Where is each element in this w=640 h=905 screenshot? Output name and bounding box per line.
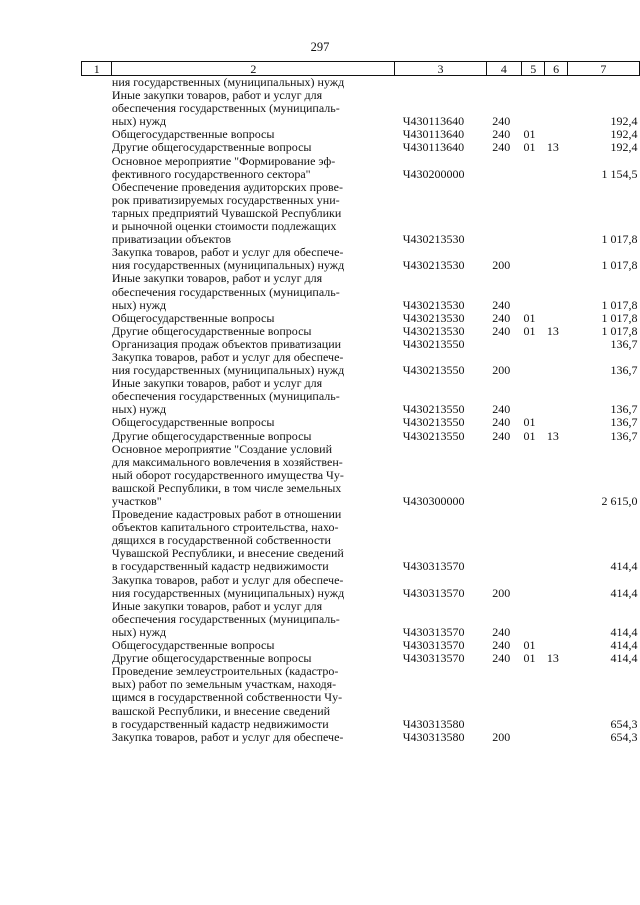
row-target-code: Ч430213550 [402,428,465,443]
row-target-code: Ч430313570 [402,651,465,666]
row-target-code: Ч430313570 [402,638,465,653]
row-expense-type: 240 [492,428,511,443]
row-subsection [545,731,567,744]
row-target-code: Ч430213550 [402,415,465,430]
header-col-1: 1 [82,62,112,76]
row-target-code: Ч430113640 [402,140,465,155]
row-description: Другие общегосударственные вопросы [111,140,312,155]
row-subsection [545,665,567,730]
row-expense-type: 240 [492,140,511,155]
row-target-code: Ч430213550 [402,336,465,351]
row-expense-type: 200 [492,258,511,273]
row-amount: 136,7 [610,336,638,351]
row-subsection [545,76,567,90]
row-description: Другие общегосударственные вопросы [111,323,312,338]
row-target-code: Ч430213530 [402,232,465,247]
table-row [82,76,640,90]
row-col-1 [82,351,112,377]
table-row [82,600,640,639]
row-amount: 414,4 [610,559,638,574]
table-row [82,351,640,377]
row-description: Закупка товаров, работ и услуг для обеспече- ния государственных (муниципальных) нужд [111,349,345,378]
row-col-1 [82,430,112,443]
row-target-code: Ч430113640 [402,114,465,129]
row-col-1 [82,246,112,272]
row-target-code: Ч430300000 [402,494,465,508]
row-description: Проведение кадастровых работ в отношении объектов капитального строительства, нахо- дящихся в государственной собственности Чувашской Республики, и внесение сведений в государственный кадастр недвижимости [111,507,344,574]
row-description: Проведение землеустроительных (кадастро- вых) работ по земельным участкам, находя- щимся в государственной собственности Чу- вашской Республики, и внесение сведений в государственный кадастр недвижимости [111,664,343,731]
header-col-3: 3 [395,62,487,76]
row-description: Закупка товаров, работ и услуг для обеспече- ния государственных (муниципальных) нужд [111,245,345,273]
row-section [522,443,545,508]
row-subsection [545,89,567,128]
row-col-1 [82,665,112,730]
row-expense-type [486,76,521,90]
table-row [82,443,640,508]
row-col-1 [82,377,112,416]
row-target-code: Ч430213530 [402,258,465,273]
table-row [82,416,640,429]
row-section: 01 [523,638,536,653]
row-expense-type: 240 [492,310,511,325]
row-amount: 1 154,5 [601,166,638,181]
row-col-1 [82,416,112,429]
row-col-1 [82,508,112,573]
row-subsection: 13 [546,323,559,338]
row-amount: 2 615,0 [601,494,638,508]
row-description: Иные закупки товаров, работ и услуг для обеспечения государственных (муниципаль- ных) нужд [111,271,340,312]
table-row [82,246,640,272]
row-target-code: Ч430313570 [402,624,465,639]
row-subsection [545,181,567,246]
row-section: 01 [523,428,536,443]
row-amount: 654,3 [610,716,638,731]
row-col-1 [82,639,112,652]
row-subsection [545,246,567,272]
table-row [82,430,640,443]
row-expense-type [486,665,521,730]
row-expense-type: 240 [492,415,511,430]
row-subsection [545,574,567,600]
row-expense-type: 240 [492,297,511,312]
row-amount: 192,4 [610,140,638,155]
row-subsection [545,338,567,351]
row-section [522,508,545,573]
row-section [522,181,545,246]
row-amount: 414,4 [610,638,638,653]
row-expense-type [486,508,521,573]
row-col-1 [82,89,112,128]
row-section [522,665,545,730]
page-number: 297 [310,40,330,54]
row-section [522,731,545,744]
row-expense-type: 200 [492,585,511,600]
row-target-code: Ч430113640 [402,127,465,142]
row-amount: 1 017,8 [601,258,638,273]
table-row [82,338,640,351]
row-col-1 [82,76,112,90]
row-section: 01 [523,323,536,338]
row-amount: 414,4 [610,585,638,600]
row-amount: 136,7 [610,415,638,430]
row-section [522,574,545,600]
row-subsection [545,416,567,429]
row-section [522,76,545,90]
row-description: Основное мероприятие "Создание условий для максимального вовлечения в хозяйствен- ный оборот государственного имущества Чу- вашской Республики, в том числе земельных участков" [111,441,344,508]
row-target-code: Ч430213530 [402,323,465,338]
table-row [82,272,640,311]
row-subsection [545,443,567,508]
row-col-1 [82,325,112,338]
row-col-1 [82,155,112,181]
row-col-1 [82,272,112,311]
row-description: Другие общегосударственные вопросы [111,428,312,443]
header-col-4: 4 [486,62,521,76]
row-description: Организация продаж объектов приватизации [111,336,342,351]
row-target-code: Ч430313570 [402,585,465,600]
row-section [522,351,545,377]
row-target-code: Ч430213550 [402,363,465,378]
row-expense-type: 240 [492,323,511,338]
row-col-1 [82,731,112,744]
row-section: 01 [523,415,536,430]
header-col-6: 6 [545,62,567,76]
row-amount: 192,4 [610,127,638,142]
row-section: 01 [523,127,536,142]
row-description: Основное мероприятие "Формирование эф- фективного государственного сектора" [111,153,336,181]
row-target-code [395,76,487,90]
row-col-1 [82,141,112,154]
row-description: Иные закупки товаров, работ и услуг для обеспечения государственных (муниципаль- ных) нужд [111,376,340,417]
table-row [82,141,640,154]
row-target-code: Ч430213550 [402,402,465,417]
header-col-5: 5 [522,62,545,76]
row-description: Закупка товаров, работ и услуг для обеспече- [111,729,344,744]
table-row [82,89,640,128]
row-subsection [545,155,567,181]
row-expense-type: 240 [492,624,511,639]
row-subsection [545,272,567,311]
row-subsection: 13 [546,428,559,443]
row-description: ния государственных (муниципальных) нужд [111,75,345,89]
table-row [82,377,640,416]
row-section [522,377,545,416]
row-description: Общегосударственные вопросы [111,638,275,653]
row-amount [567,76,639,90]
budget-table [81,61,640,744]
row-section [522,600,545,639]
row-description: Иные закупки товаров, работ и услуг для обеспечения государственных (муниципаль- ных) нужд [111,88,340,129]
table-row [82,155,640,181]
row-expense-type: 200 [492,729,511,744]
header-col-7: 7 [567,62,639,76]
row-section [522,338,545,351]
row-expense-type: 240 [492,114,511,129]
row-expense-type [486,181,521,246]
row-subsection [545,600,567,639]
row-subsection [545,377,567,416]
row-subsection: 13 [546,140,559,155]
row-expense-type [486,443,521,508]
row-subsection [545,312,567,325]
row-expense-type: 200 [492,363,511,378]
row-description: Обеспечение проведения аудиторских прове- рок приватизируемых государственных уни- тарных предприятий Чувашской Республики и рыночной оценки стоимости подлежащих приватизации объектов [111,179,343,247]
header-col-2: 2 [112,62,395,76]
row-amount: 136,7 [610,363,638,378]
row-col-1 [82,652,112,665]
row-col-1 [82,600,112,639]
table-row [82,312,640,325]
row-target-code: Ч430313570 [402,559,465,574]
row-description: Иные закупки товаров, работ и услуг для обеспечения государственных (муниципаль- ных) нужд [111,598,340,639]
row-target-code: Ч430200000 [402,166,465,181]
row-description: Общегосударственные вопросы [111,415,275,430]
row-expense-type: 240 [492,651,511,666]
row-amount: 1 017,8 [601,232,638,247]
row-expense-type [486,155,521,181]
table-row [82,325,640,338]
table-row [82,665,640,730]
row-amount: 1 017,8 [601,310,638,325]
row-col-1 [82,312,112,325]
row-section: 01 [523,651,536,666]
row-amount: 414,4 [610,624,638,639]
row-col-1 [82,181,112,246]
row-section [522,272,545,311]
row-target-code: Ч430213530 [402,297,465,312]
table-row [82,181,640,246]
row-expense-type [486,338,521,351]
row-expense-type: 240 [492,127,511,142]
row-target-code: Ч430213530 [402,310,465,325]
row-amount: 654,3 [610,729,638,744]
table-row [82,731,640,744]
table-header-row [82,62,640,76]
row-col-1 [82,128,112,141]
row-description: Закупка товаров, работ и услуг для обеспече- ния государственных (муниципальных) нужд [111,572,345,600]
row-section: 01 [523,310,536,325]
row-section: 01 [523,140,536,155]
row-subsection: 13 [546,651,559,666]
table-row [82,508,640,573]
row-amount: 136,7 [610,428,638,443]
row-col-1 [82,338,112,351]
row-col-1 [82,574,112,600]
row-subsection [545,351,567,377]
row-section [522,246,545,272]
row-section [522,155,545,181]
row-amount: 136,7 [610,402,638,417]
row-description: Другие общегосударственные вопросы [111,651,312,666]
row-target-code: Ч430313580 [402,729,465,744]
row-expense-type: 240 [492,402,511,417]
row-amount: 1 017,8 [601,297,638,312]
row-expense-type: 240 [492,638,511,653]
row-subsection [545,508,567,573]
row-description: Общегосударственные вопросы [111,310,275,325]
row-amount: 1 017,8 [601,323,638,338]
row-amount: 192,4 [610,114,638,129]
table-row [82,574,640,600]
row-amount: 414,4 [610,651,638,666]
row-target-code: Ч430313580 [402,716,465,731]
row-description: Общегосударственные вопросы [111,127,275,142]
row-section [522,89,545,128]
row-col-1 [82,443,112,508]
